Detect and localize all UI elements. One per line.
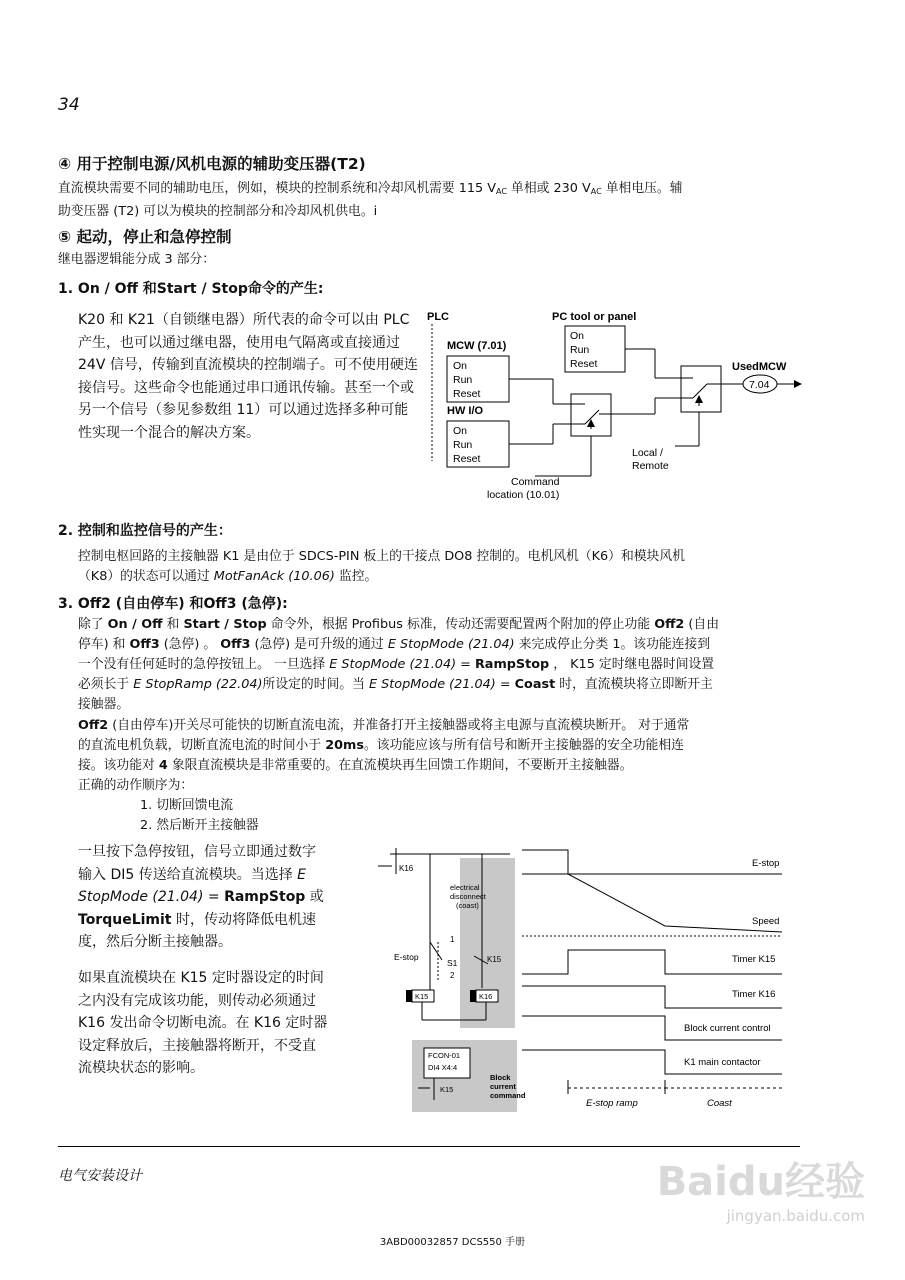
cmd-location-label: Command bbox=[511, 476, 560, 488]
k16-contact-label: K16 bbox=[399, 864, 414, 873]
action-step-2: 2. 然后断开主接触器 bbox=[140, 818, 259, 833]
pctool-run: Run bbox=[570, 344, 590, 356]
estop-para2 bbox=[78, 967, 378, 1080]
speed-signal-label: Speed bbox=[752, 916, 780, 927]
elec-disc-label: disconnect bbox=[450, 892, 486, 901]
part1-heading: 1. On / Off 和Start / Stop命令的产生: bbox=[58, 281, 324, 297]
part1-body: K20 和 K21（自锁继电器）所代表的命令可以由 PLC 产生，也可以通过继电器，使用电气隔离或直接通过 24V 信号，传输到直流模块的控制端子。可不使用硬连接信号。这些命令也能通过串口通讯传输。甚至一个或另一个信号（参见参数组 11）可以通过选择多种可能性实现一个混合的解决方案。 bbox=[78, 312, 418, 441]
section4-title: ④ 用于控制电源/风机电源的辅助变压器(T2) bbox=[58, 155, 366, 173]
text-line: Off2 (自由停车)开关尽可能快的切断直流电流，并准备打开主接触器或将主电源与直流模块断开。 对于通常 bbox=[78, 718, 690, 733]
watermark-brand: Baidu经验 bbox=[656, 1159, 865, 1205]
text-line: TorqueLimit 时，传动将降低电机速 bbox=[78, 911, 316, 928]
text-line: 度，然后分断主接触器。 bbox=[78, 934, 232, 950]
text-line: 除了 On / Off 和 Start / Stop 命令外，根据 Profibus 标准，传动还需要配置两个附加的停止功能 Off2 (自由 bbox=[78, 617, 719, 632]
hwio-reset: Reset bbox=[453, 453, 481, 465]
usedmcw-label: UsedMCW bbox=[732, 361, 787, 373]
plc-label: PLC bbox=[427, 311, 449, 323]
hwio-on: On bbox=[453, 425, 468, 437]
timer-k16-label: Timer K16 bbox=[732, 989, 776, 1000]
part3-para1 bbox=[78, 615, 808, 715]
k15-coil-mark bbox=[406, 990, 412, 1002]
footer-docnum: 3ABD00032857 DCS550 手册 bbox=[379, 1237, 526, 1248]
fcon-label: FCON-01 bbox=[428, 1051, 461, 1060]
pctool-label: PC tool or panel bbox=[552, 311, 637, 323]
estop-signal-label: E-stop bbox=[752, 858, 780, 869]
elec-disc-label: electrical bbox=[450, 883, 480, 892]
local-remote-label: Local / bbox=[632, 447, 663, 459]
estop-signal bbox=[522, 850, 782, 874]
speed-signal bbox=[522, 874, 782, 932]
mcw-on: On bbox=[453, 360, 468, 372]
cmd-location-label: location (10.01) bbox=[487, 489, 560, 501]
mcw-reset: Reset bbox=[453, 388, 481, 400]
text-line: 如果直流模块在 K15 定时器设定的时间 bbox=[78, 970, 324, 986]
action-step-1: 1. 切断回馈电流 bbox=[140, 798, 234, 813]
watermark bbox=[657, 1150, 865, 1225]
part2-heading: 2. 控制和监控信号的产生： bbox=[58, 523, 232, 539]
text-line: 必须长于 E StopRamp (22.04)所设定的时间。当 E StopMode (21.04) = Coast 时，直流模块将立即断开主 bbox=[78, 677, 713, 692]
text-line: 的直流电机负载，切断直流电流的时间小于 20ms。该功能应该与所有信号和断开主接触器的安全功能相连 bbox=[78, 738, 684, 753]
text-line: 输入 DI5 传送给直流模块。当选择 E bbox=[78, 866, 307, 883]
text-line: 停车) 和 Off3 (急停) 。 Off3 (急停) 是可升级的通过 E StopMode (21.04) 来完成停止分类 1。该功能连接到 bbox=[78, 637, 711, 652]
estop-label: E-stop bbox=[394, 952, 419, 962]
mcw-run: Run bbox=[453, 374, 473, 386]
estop-para1 bbox=[78, 841, 378, 954]
footer-title: 电气安装设计 bbox=[58, 1168, 142, 1184]
watermark-url: jingyan.baidu.com bbox=[726, 1207, 865, 1225]
text-line: 之内没有完成该功能，则传动必须通过 bbox=[78, 992, 316, 1009]
text-line: StopMode (21.04) = RampStop 或 bbox=[78, 889, 324, 905]
pin2-label: 2 bbox=[450, 971, 455, 980]
text-line: K16 发出命令切断电流。在 K16 定时器 bbox=[78, 1015, 328, 1031]
k16-coil-mark bbox=[470, 990, 476, 1002]
k16-coil-label: K16 bbox=[479, 992, 493, 1001]
text-line: 接。该功能对 4 象限直流模块是非常重要的。在直流模块再生回馈工作期间，不要断开主接触器。 bbox=[78, 758, 633, 773]
part3-para2 bbox=[78, 716, 808, 796]
hwio-label: HW I/O bbox=[447, 405, 484, 417]
section5-intro: 继电器逻辑能分成 3 部分： bbox=[58, 252, 216, 267]
pctool-reset: Reset bbox=[570, 358, 598, 370]
footer-rule bbox=[58, 1146, 800, 1147]
page-number: 34 bbox=[58, 95, 80, 115]
k15-contact-label: K15 bbox=[487, 955, 502, 964]
phase-coast-label: Coast bbox=[707, 1098, 732, 1109]
local-remote-label: Remote bbox=[632, 460, 669, 472]
block-cmd-label: current bbox=[490, 1082, 516, 1091]
k1-signal-label: K1 main contactor bbox=[684, 1057, 761, 1068]
section5-title: ⑤ 起动，停止和急停控制 bbox=[58, 228, 232, 246]
usedmcw-param-text: 7.04 bbox=[749, 379, 770, 391]
block-cmd-label: command bbox=[490, 1091, 526, 1100]
switch1-box bbox=[571, 394, 611, 436]
text-line: 正确的动作顺序为： bbox=[78, 778, 194, 793]
mcw-label: MCW (7.01) bbox=[447, 340, 507, 352]
hwio-run: Run bbox=[453, 439, 473, 451]
fcon-k15-label: K15 bbox=[440, 1085, 454, 1094]
text-line: 流模块状态的影响。 bbox=[78, 1060, 204, 1076]
pctool-on: On bbox=[570, 330, 585, 342]
block-current-label: Block current control bbox=[684, 1023, 771, 1034]
elec-disc-label: (coast) bbox=[456, 901, 479, 910]
s1-label: S1 bbox=[447, 958, 458, 968]
text-line: 一个没有任何延时的急停按钮上。 一旦选择 E StopMode (21.04) = RampStop ， K15 定时继电器时间设置 bbox=[78, 657, 715, 672]
text-line: 接触器。 bbox=[78, 697, 130, 712]
k15-coil-label: K15 bbox=[415, 992, 429, 1001]
part2-body: 控制电枢回路的主接触器 K1 是由位于 SDCS-PIN 板上的干接点 DO8 控制的。电机风机（K6）和模块风机 （K8）的状态可以通过 MotFanAck (10.06) 监控。 bbox=[78, 549, 685, 584]
section4-text: 直流模块需要不同的辅助电压，例如，模块的控制系统和冷却风机需要 115 $V_{AC}$ 单相或 230 $V_{AC}$ 单相电压。辅 助变压器 (T2) 可以为模块的控制部分和冷却风机供电。i bbox=[58, 181, 683, 219]
text-line: 一旦按下急停按钮，信号立即通过数字 bbox=[78, 844, 316, 860]
estop-switch bbox=[430, 942, 442, 960]
switch2-box bbox=[681, 366, 721, 412]
block-cmd-label: Block bbox=[490, 1073, 511, 1082]
pin1-label: 1 bbox=[450, 935, 455, 944]
fcon-label: DI4 X4:4 bbox=[428, 1063, 458, 1072]
text-line: 设定释放后，主接触器将断开，不受直 bbox=[78, 1037, 316, 1054]
command-location-diagram bbox=[425, 306, 805, 506]
phase-ramp-label: E-stop ramp bbox=[586, 1098, 638, 1109]
timer-k15-label: Timer K15 bbox=[732, 954, 776, 965]
part3-heading: 3. Off2 (自由停车) 和Off3 (急停): bbox=[58, 596, 288, 612]
estop-timing-diagram bbox=[370, 838, 790, 1116]
